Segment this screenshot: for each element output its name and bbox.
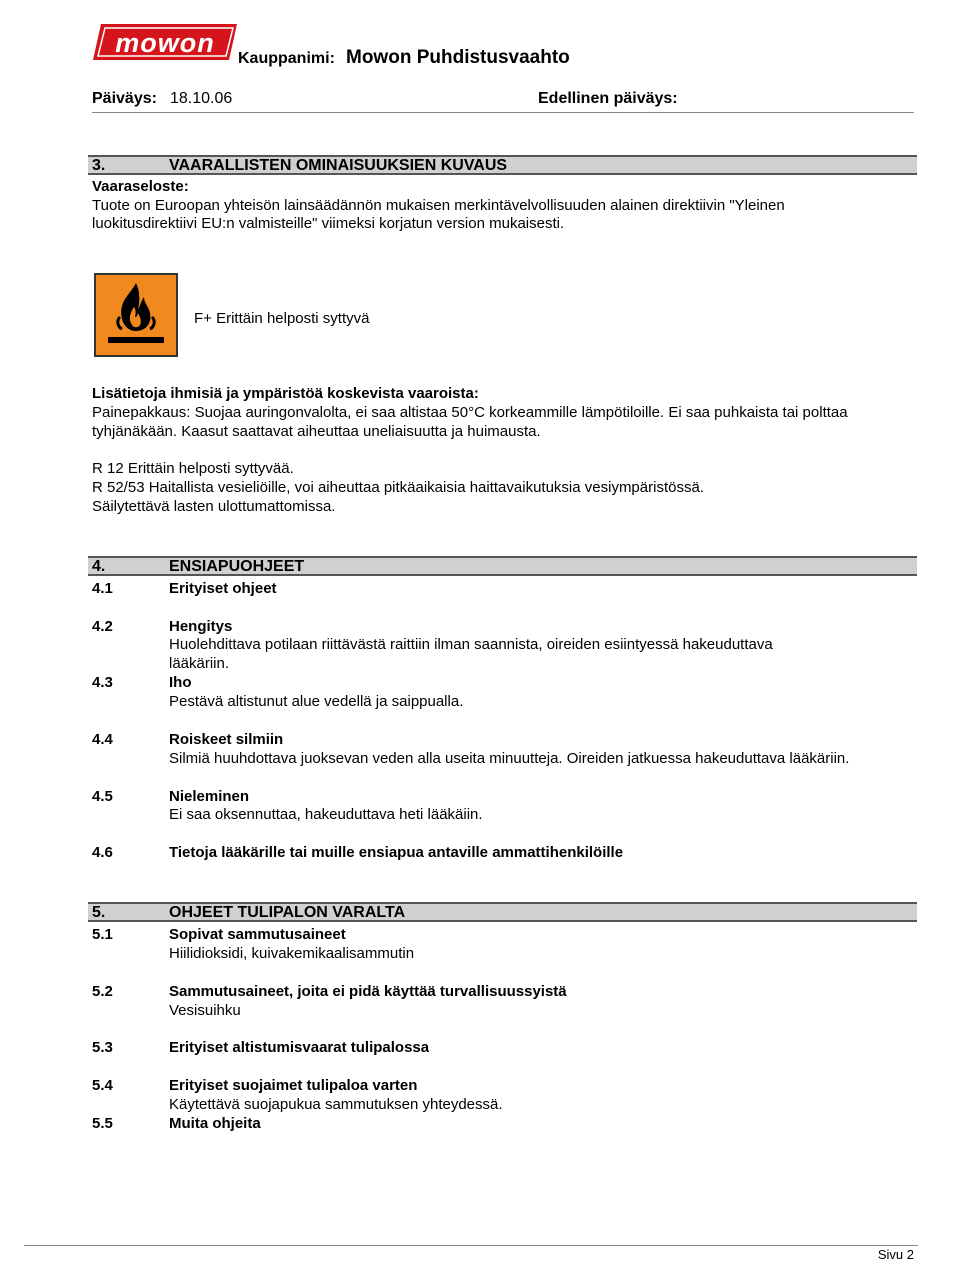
- item-title: Roiskeet silmiin: [169, 731, 284, 748]
- section-number: 4.: [92, 558, 106, 575]
- item-text: Vesisuihku: [169, 1002, 241, 1019]
- item-number: 4.3: [92, 674, 113, 691]
- flame-icon: [94, 273, 178, 357]
- section-title: OHJEET TULIPALON VARALTA: [169, 904, 406, 921]
- section-number: 5.: [92, 904, 106, 921]
- previous-date-label: Edellinen päiväys:: [538, 90, 678, 107]
- item-title: Sopivat sammutusaineet: [169, 926, 346, 943]
- brand-label: Kauppanimi:: [238, 50, 335, 67]
- risk-phrase: R 12 Erittäin helposti syttyvää.: [92, 460, 294, 477]
- paragraph-line: Tuote on Euroopan yhteisön lainsäädännön mukaisen merkintävelvollisuuden alainen direktiivin "Yleinen: [92, 197, 785, 214]
- mowon-logo: [93, 22, 237, 62]
- item-text: Silmiä huuhdottava juoksevan veden alla useita minuutteja. Oireiden jatkuessa hakeuduttava lääkäriin.: [169, 750, 850, 767]
- section-number: 3.: [92, 157, 106, 174]
- item-text: Hiilidioksidi, kuivakemikaalisammutin: [169, 945, 415, 962]
- item-number: 4.6: [92, 844, 113, 861]
- safety-phrase: Säilytettävä lasten ulottumattomissa.: [92, 498, 336, 515]
- item-number: 5.2: [92, 983, 113, 1000]
- section-title: ENSIAPUOHJEET: [169, 558, 305, 575]
- item-title: Erityiset altistumisvaarat tulipalossa: [169, 1039, 430, 1056]
- section-title: VAARALLISTEN OMINAISUUKSIEN KUVAUS: [169, 157, 508, 174]
- hazard-statement-heading: Vaaraseloste:: [92, 178, 189, 195]
- section-5-bar: [88, 902, 917, 922]
- item-number: 4.5: [92, 788, 113, 805]
- item-text: Käytettävä suojapukua sammutuksen yhteydessä.: [169, 1096, 503, 1113]
- item-number: 5.5: [92, 1115, 113, 1132]
- item-title: Muita ohjeita: [169, 1115, 261, 1132]
- header-divider: [92, 112, 914, 113]
- section-4-bar: [88, 556, 917, 576]
- item-number: 4.1: [92, 580, 113, 597]
- item-number: 5.4: [92, 1077, 113, 1094]
- hazard-label: F+ Erittäin helposti syttyvä: [194, 310, 370, 327]
- item-title: Erityiset ohjeet: [169, 580, 277, 597]
- date-value: 18.10.06: [170, 90, 233, 107]
- item-text: Huolehdittava potilaan riittävästä raittiin ilman saannista, oireiden esiintyessä hakeuduttava: [169, 636, 773, 653]
- footer-divider: [24, 1245, 918, 1246]
- item-number: 4.4: [92, 731, 113, 748]
- date-label: Päiväys:: [92, 90, 157, 107]
- additional-info-heading: Lisätietoja ihmisiä ja ympäristöä koskevista vaaroista:: [92, 385, 479, 402]
- paragraph-line: tyhjänäkään. Kaasut saattavat aiheuttaa uneliaisuutta ja huimausta.: [92, 423, 541, 440]
- item-number: 5.1: [92, 926, 113, 943]
- item-title: Hengitys: [169, 618, 233, 635]
- item-text: Pestävä altistunut alue vedellä ja saippualla.: [169, 693, 464, 710]
- item-number: 4.2: [92, 618, 113, 635]
- brand-value: Mowon Puhdistusvaahto: [346, 47, 570, 68]
- section-3-bar: [88, 155, 917, 175]
- item-text: Ei saa oksennuttaa, hakeuduttava heti lääkäiin.: [169, 806, 483, 823]
- item-title: Nieleminen: [169, 788, 250, 805]
- paragraph-line: Painepakkaus: Suojaa auringonvalolta, ei saa altistaa 50°C korkeammille lämpötiloille. Ei saa puhkaista tai polttaa: [92, 404, 848, 421]
- item-title: Iho: [169, 674, 192, 691]
- item-text: lääkäriin.: [169, 655, 230, 672]
- risk-phrase: R 52/53 Haitallista vesieliöille, voi aiheuttaa pitkäaikaisia haittavaikutuksia vesiympäristössä.: [92, 479, 704, 496]
- paragraph-line: luokitusdirektiivi EU:n valmisteille" viimeksi korjatun version mukaisesti.: [92, 215, 565, 232]
- logo-text: mowon: [115, 28, 215, 58]
- page-number: Sivu 2: [877, 1247, 914, 1262]
- item-title: Sammutusaineet, joita ei pidä käyttää turvallisuussyistä: [169, 983, 567, 1000]
- item-title: Tietoja lääkärille tai muille ensiapua antaville ammattihenkilöille: [169, 844, 624, 861]
- item-number: 5.3: [92, 1039, 113, 1056]
- item-title: Erityiset suojaimet tulipaloa varten: [169, 1077, 418, 1094]
